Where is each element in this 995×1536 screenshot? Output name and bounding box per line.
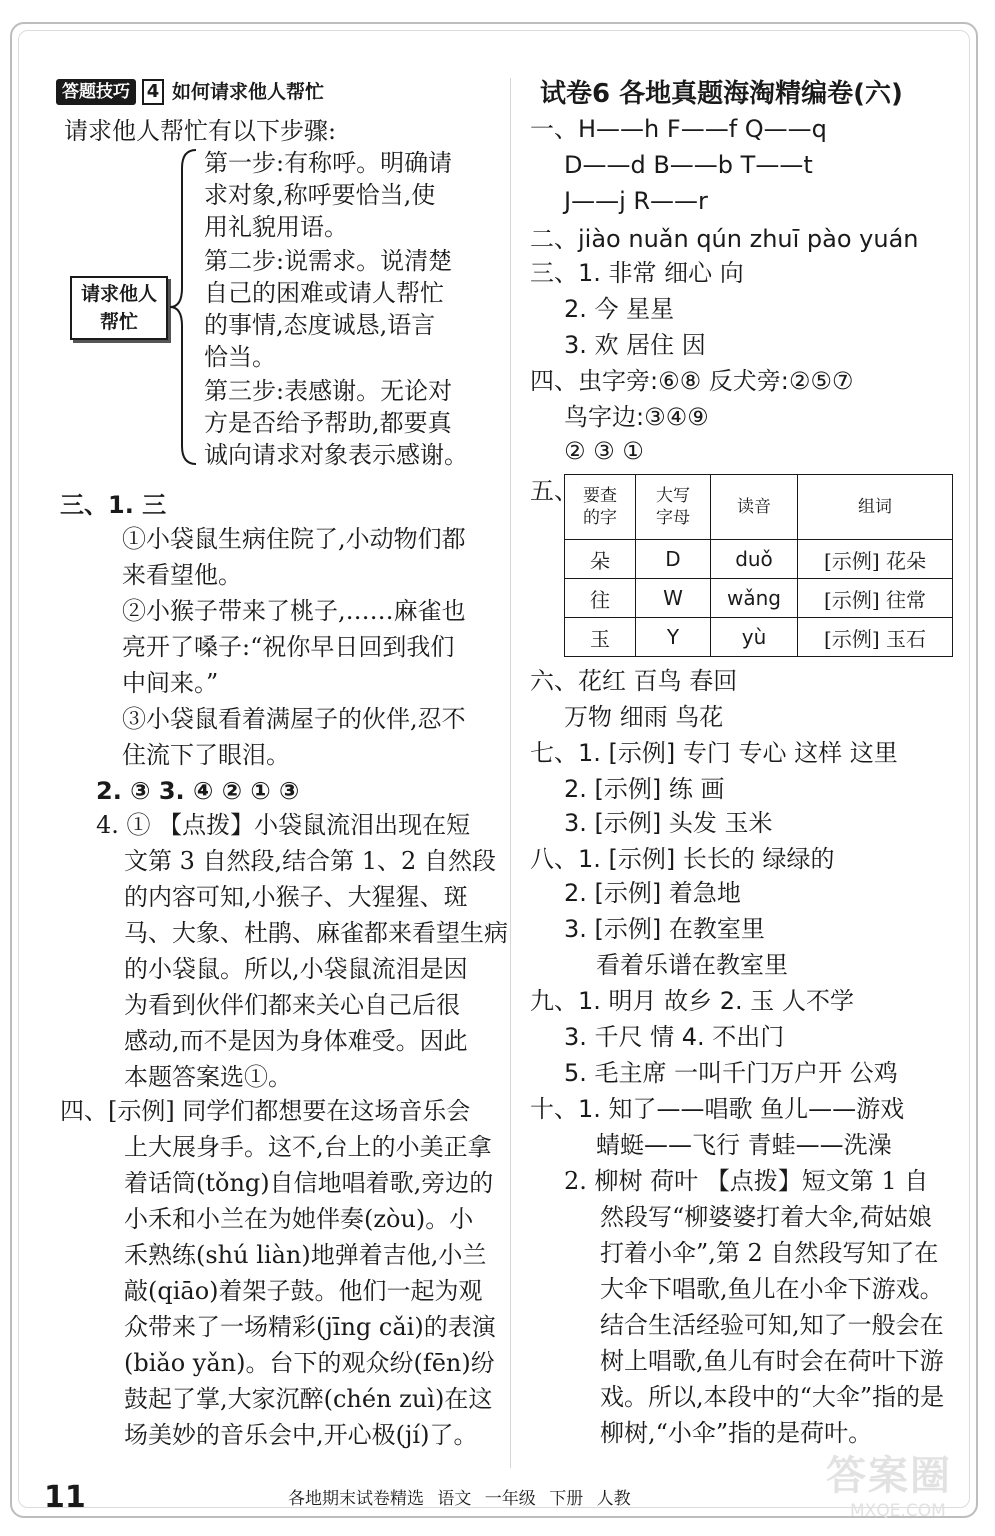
watermark-logo: 答案圈 xyxy=(826,1453,952,1499)
answer-q4: 为看到伙伴们都来关心自己后很 xyxy=(124,991,460,1019)
tip-step-line: 第三步:表感谢。无论对 xyxy=(204,377,453,405)
answer-s4: 着话筒(tǒng)自信地唱着歌,旁边的 xyxy=(124,1169,494,1197)
answer-r5-label: 五、 xyxy=(530,477,578,505)
tip-number: 4 xyxy=(142,79,164,105)
answer-s4: 敲(qiāo)着架子鼓。他们一起为观 xyxy=(124,1277,483,1305)
answer-s4: 四、[示例] 同学们都想要在这场音乐会 xyxy=(60,1097,471,1125)
answer-q2-q3: 2. ③ 3. ④ ② ① ③ xyxy=(96,777,300,805)
answer-s4: 场美妙的音乐会中,开心极(jí)了。 xyxy=(124,1421,478,1449)
answer-q4: 本题答案选①。 xyxy=(124,1063,292,1091)
answer-r2: 二、jiào nuǎn qún zhuī pào yuán xyxy=(530,225,919,253)
table-cell: wǎng xyxy=(711,579,798,618)
table-cell: yù xyxy=(711,618,798,657)
tip-box-label xyxy=(70,276,168,340)
answer-r9: 5. 毛主席 一叫千门万户开 公鸡 xyxy=(564,1059,898,1087)
tip-step-line: 自己的困难或请人帮忙 xyxy=(204,279,444,307)
answer-s3-1: 三、1. 三 xyxy=(60,491,167,519)
answer-r10: 结合生活经验可知,知了一般会在 xyxy=(600,1311,944,1339)
answer-r3: 三、1. 非常 细心 向 xyxy=(530,259,744,287)
tip-intro: 请求他人帮忙有以下步骤: xyxy=(64,117,337,145)
table-header: 读音 xyxy=(711,475,798,540)
answer-q4: 的小袋鼠。所以,小袋鼠流泪是因 xyxy=(124,955,468,983)
answer-r9: 3. 千尺 情 4. 不出门 xyxy=(564,1023,785,1051)
answer-r10: 戏。所以,本段中的“大伞”指的是 xyxy=(600,1383,945,1411)
watermark-url: MXQE.COM xyxy=(850,1501,946,1521)
answer-q4: 马、大象、杜鹃、麻雀都来看望生病 xyxy=(124,919,508,947)
answer-q4: 文第 3 自然段,结合第 1、2 自然段 xyxy=(124,847,496,875)
answer-r10: 然段写“柳婆婆打着大伞,荷姑娘 xyxy=(600,1203,932,1231)
tip-box-line: 请求他人 xyxy=(80,283,157,305)
answer-r1: D——d B——b T——t xyxy=(564,151,813,179)
answer-r8: 2. [示例] 着急地 xyxy=(564,879,741,907)
table-cell: 往 xyxy=(565,579,636,618)
answer-para: 中间来。” xyxy=(122,669,219,697)
answer-r7: 3. [示例] 头发 玉米 xyxy=(564,809,773,837)
answer-para: ②小猴子带来了桃子,……麻雀也 xyxy=(122,597,466,625)
answer-r7: 2. [示例] 练 画 xyxy=(564,775,725,803)
answer-q4: 感动,而不是因为身体难受。因此 xyxy=(124,1027,468,1055)
answer-r8: 看着乐谱在教室里 xyxy=(596,951,788,979)
table-cell: [示例] 花朵 xyxy=(798,540,953,579)
page-number: 11 xyxy=(44,1480,86,1515)
answer-r8: 3. [示例] 在教室里 xyxy=(564,915,765,943)
answer-r10: 蜻蜓——飞行 青蛙——洗澡 xyxy=(596,1131,892,1159)
answer-s4: (biǎo yǎn)。台下的观众纷(fēn)纷 xyxy=(124,1349,495,1377)
answer-r1: J——j R——r xyxy=(564,187,708,215)
tip-step-line: 恰当。 xyxy=(204,343,276,371)
answer-r7: 七、1. [示例] 专门 专心 这样 这里 xyxy=(530,739,898,767)
answer-s4: 众带来了一场精彩(jīng cǎi)的表演 xyxy=(124,1313,496,1341)
answer-r10: 打着小伞”,第 2 自然段写知了在 xyxy=(600,1239,939,1267)
answer-r4: 四、虫字旁:⑥⑧ 反犬旁:②⑤⑦ xyxy=(530,367,854,395)
answer-r8: 八、1. [示例] 长长的 绿绿的 xyxy=(530,845,835,873)
table-row xyxy=(565,540,953,579)
answer-r4: ② ③ ① xyxy=(564,437,644,465)
table-header: 组词 xyxy=(798,475,953,540)
answer-r10: 柳树,“小伞”指的是荷叶。 xyxy=(600,1419,873,1447)
table-cell: 朵 xyxy=(565,540,636,579)
answer-para: 亮开了嗓子:“祝你早日回到我们 xyxy=(122,633,455,661)
answer-para: ①小袋鼠生病住院了,小动物们都 xyxy=(122,525,466,553)
table-header: 大写 字母 xyxy=(636,475,711,540)
answer-r3: 3. 欢 居住 因 xyxy=(564,331,706,359)
column-divider xyxy=(510,78,511,1468)
tip-step-line: 的事情,态度诚恳,语言 xyxy=(204,311,436,339)
answer-s4: 鼓起了掌,大家沉醉(chén zuì)在这 xyxy=(124,1385,493,1413)
tip-step-line: 方是否给予帮助,都要真 xyxy=(204,409,452,437)
table-cell: duǒ xyxy=(711,540,798,579)
tip-step-line: 用礼貌用语。 xyxy=(204,213,348,241)
answer-r10: 十、1. 知了——唱歌 鱼儿——游戏 xyxy=(530,1095,905,1123)
table-cell: 玉 xyxy=(565,618,636,657)
footer-text: 各地期末试卷精选 语文 一年级 下册 人教 xyxy=(288,1489,631,1509)
tip-box-line: 帮忙 xyxy=(99,311,138,333)
tip-step-line: 第二步:说需求。说清楚 xyxy=(204,247,453,275)
table-cell: [示例] 往常 xyxy=(798,579,953,618)
answer-s4: 小禾和小兰在为她伴奏(zòu)。小 xyxy=(124,1205,474,1233)
answer-r10: 大伞下唱歌,鱼儿在小伞下游戏。 xyxy=(600,1275,944,1303)
tip-title: 如何请求他人帮忙 xyxy=(172,81,325,103)
table-cell: Y xyxy=(636,618,711,657)
answer-r9: 九、1. 明月 故乡 2. 玉 人不学 xyxy=(530,987,854,1015)
answer-r6: 万物 细雨 鸟花 xyxy=(564,703,724,731)
tip-step-line: 第一步:有称呼。明确请 xyxy=(204,149,453,177)
answer-r10: 2. 柳树 荷叶 【点拨】短文第 1 自 xyxy=(564,1167,929,1195)
answer-s4: 上大展身手。这不,台上的小美正拿 xyxy=(124,1133,492,1161)
answer-r4: 鸟字边:③④⑨ xyxy=(564,403,709,431)
table-row xyxy=(565,579,953,618)
table-header-row xyxy=(565,475,953,540)
paper-title: 试卷6 各地真题海淘精编卷(六) xyxy=(540,79,903,109)
tip-badge: 答题技巧 xyxy=(56,79,136,105)
tip-step-line: 求对象,称呼要恰当,使 xyxy=(204,181,436,209)
answer-para: 住流下了眼泪。 xyxy=(122,741,290,769)
answer-table xyxy=(564,474,953,657)
table-cell: W xyxy=(636,579,711,618)
answer-r3: 2. 今 星星 xyxy=(564,295,675,323)
answer-para: 来看望他。 xyxy=(122,561,242,589)
brace-icon xyxy=(168,148,198,466)
answer-s4: 禾熟练(shú liàn)地弹着吉他,小兰 xyxy=(124,1241,487,1269)
answer-q4: 4. ① 【点拨】小袋鼠流泪出现在短 xyxy=(96,811,471,839)
answer-r6: 六、花红 百鸟 春回 xyxy=(530,667,738,695)
table-cell: D xyxy=(636,540,711,579)
table-header: 要查 的字 xyxy=(565,475,636,540)
tip-step-line: 诚向请求对象表示感谢。 xyxy=(204,441,468,469)
answer-r1: 一、H——h F——f Q——q xyxy=(530,115,827,143)
answer-q4: 的内容可知,小猴子、大猩猩、斑 xyxy=(124,883,468,911)
table-row xyxy=(565,618,953,657)
answer-r10: 树上唱歌,鱼儿有时会在荷叶下游 xyxy=(600,1347,944,1375)
table-cell: [示例] 玉石 xyxy=(798,618,953,657)
answer-para: ③小袋鼠看着满屋子的伙伴,忍不 xyxy=(122,705,466,733)
